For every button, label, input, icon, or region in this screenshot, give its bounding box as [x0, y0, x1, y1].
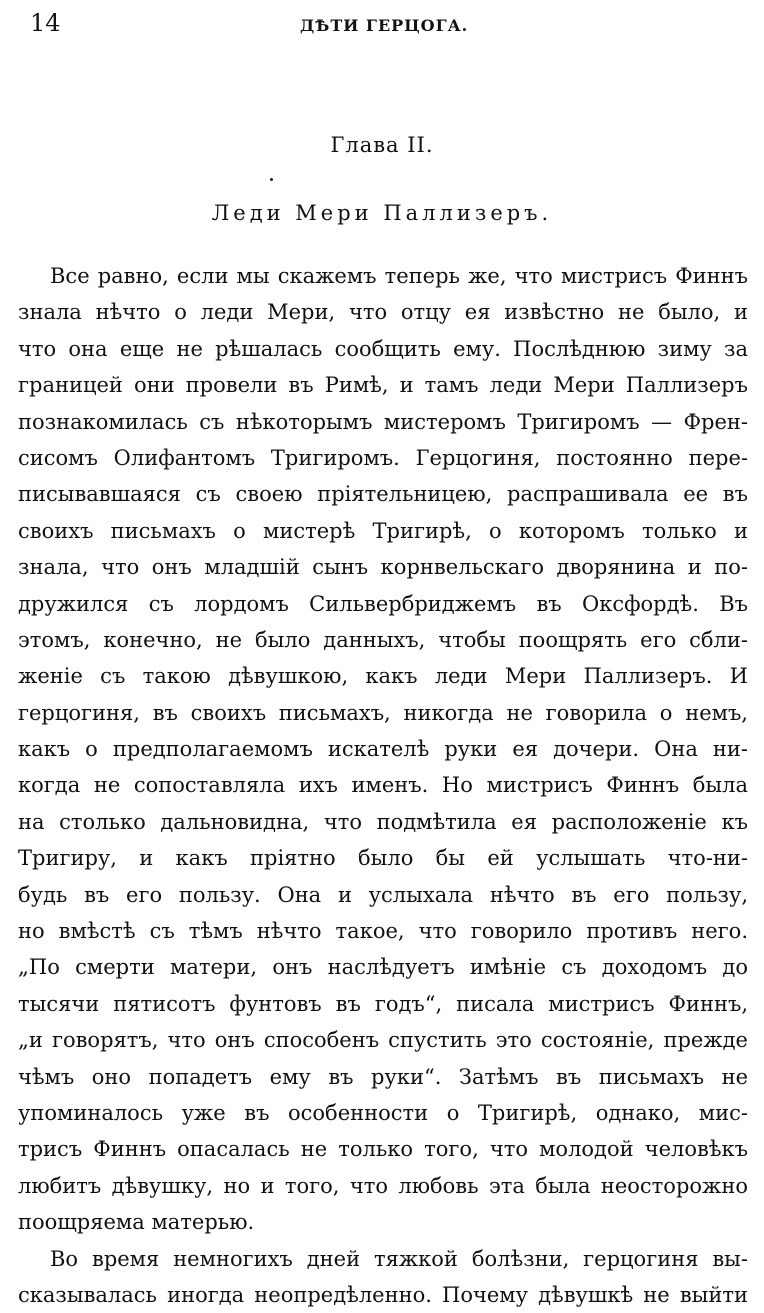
text-line: сказывалась иногда неопредѣленно. Почему дѣвушкѣ не выйти: [18, 1282, 748, 1307]
text-line: этомъ, конечно, не было данныхъ, чтобы поощрять его сбли-: [18, 627, 748, 652]
text-line: упоминалось уже въ особенности о Тригирѣ, однако, мис-: [18, 1100, 748, 1125]
text-line: но вмѣстѣ съ тѣмъ нѣчто такое, что говорило противъ него.: [18, 919, 748, 944]
text-line: знала, что онъ младшій сынъ корнвельскаго дворянина и по-: [18, 555, 748, 580]
text-line: на столько дальновидна, что подмѣтила ея расположеніе къ: [18, 809, 748, 834]
text-line: писывавшаяся съ своею пріятельницею, распрашивала ее въ: [18, 482, 748, 507]
text-line: будь въ его пользу. Она и услыхала нѣчто въ его пользу,: [18, 882, 748, 907]
text-line: герцогиня, въ своихъ письмахъ, никогда не говорила о немъ,: [18, 700, 748, 725]
ornament-dot: [270, 178, 273, 181]
text-line: что она еще не рѣшалась сообщить ему. Послѣднюю зиму за: [18, 336, 748, 361]
text-line: дружился съ лордомъ Сильвербриджемъ въ Оксфордѣ. Въ: [18, 591, 748, 616]
text-line: поощряема матерью.: [18, 1210, 255, 1235]
text-line: Тригиру, и какъ пріятно было бы ей услышать что-ни-: [18, 846, 748, 871]
text-line: сисомъ Олифантомъ Тригиромъ. Герцогиня, постоянно пере-: [18, 445, 748, 470]
text-line: любитъ дѣвушку, но и того, что любовь эта была неосторожно: [18, 1173, 748, 1198]
text-line: чѣмъ оно попадетъ ему въ руки“. Затѣмъ въ письмахъ не: [18, 1064, 748, 1089]
text-line: „По смерти матери, онъ наслѣдуетъ имѣніе съ доходомъ до: [18, 955, 748, 980]
text-line: трисъ Финнъ опасалась не только того, что молодой человѣкъ: [18, 1137, 748, 1162]
text-line: знала нѣчто о леди Мери, что отцу ея извѣстно не было, и: [18, 300, 748, 325]
text-line: Во время немногихъ дней тяжкой болѣзни, герцогиня вы-: [50, 1246, 748, 1271]
text-line: женіе съ такою дѣвушкою, какъ леди Мери Паллизеръ. И: [18, 664, 748, 689]
chapter-title: Глава II.: [330, 133, 434, 157]
text-line: когда не сопоставляла ихъ именъ. Но мистрисъ Финнъ была: [18, 773, 748, 798]
chapter-subtitle: Леди Мери Паллизеръ.: [211, 201, 553, 225]
text-line: какъ о предполагаемомъ искателѣ руки ея дочери. Она ни-: [18, 737, 748, 762]
text-line: „и говорятъ, что онъ способенъ спустить это состояніе, прежде: [18, 1028, 748, 1053]
text-line: познакомилась съ нѣкоторымъ мистеромъ Тригиромъ — Френ-: [18, 409, 748, 434]
running-head: ДѢТИ ГЕРЦОГА.: [300, 16, 469, 35]
page-number: 14: [30, 9, 61, 37]
text-line: своихъ письмахъ о мистерѣ Тригирѣ, о которомъ только и: [18, 518, 748, 543]
text-line: тысячи пятисотъ фунтовъ въ годъ“, писала мистрисъ Финнъ,: [18, 991, 748, 1016]
paragraph: [18, 1241, 748, 1313]
text-line: Все равно, если мы скажемъ теперь же, что мистрисъ Финнъ: [50, 264, 748, 288]
text-line: границей они провели въ Римѣ, и тамъ леди Мери Паллизеръ: [18, 373, 748, 398]
body-text: [18, 258, 748, 1313]
paragraph: [18, 258, 748, 1241]
